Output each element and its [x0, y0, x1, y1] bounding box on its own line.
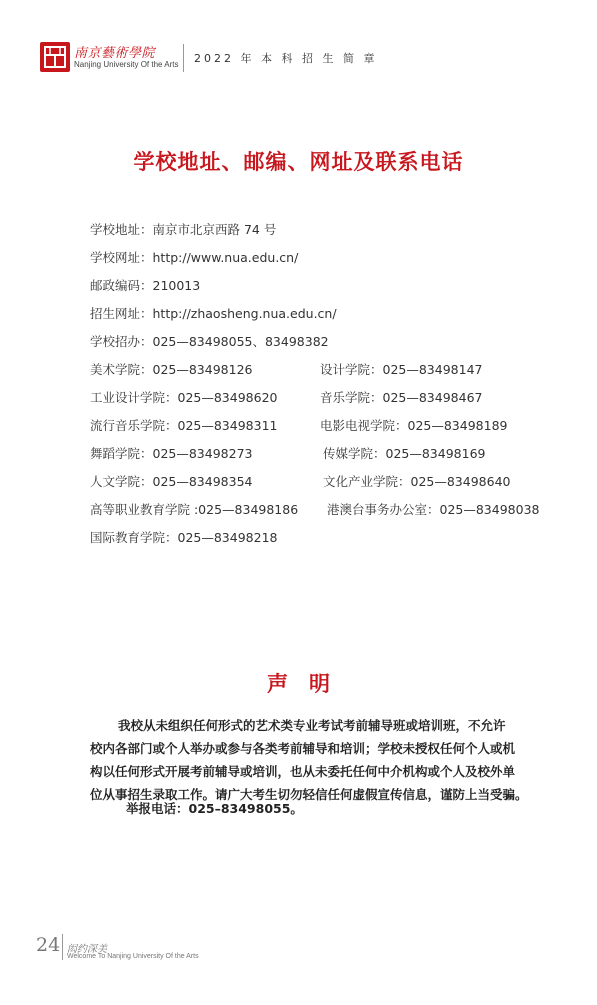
contact-design: 设计学院：025—83498147 [320, 362, 483, 377]
contact-address: 学校地址：南京市北京西路 74 号 [90, 222, 277, 237]
contact-pop-music: 流行音乐学院：025—83498311 [90, 418, 278, 433]
contact-admission-office: 学校招办：025—83498055、83498382 [90, 334, 329, 349]
declaration-line: 我校从未组织任何形式的艺术类专业考试考前辅导班或培训班，不允许 [118, 718, 506, 733]
contact-website[interactable]: 学校网址：http://www.nua.edu.cn/ [90, 250, 299, 265]
contact-media: 传媒学院：025—83498169 [323, 446, 486, 461]
school-name-cn: 南京藝術學院 [74, 46, 156, 61]
contact-international: 国际教育学院：025—83498218 [90, 530, 278, 545]
page-number: 24 [36, 934, 61, 956]
contact-dance: 舞蹈学院：025—83498273 [90, 446, 253, 461]
school-logo-icon [40, 42, 70, 72]
declaration-line: 构以任何形式开展考前辅导或培训，也从未委托任何中介机构或个人及校外单 [90, 764, 516, 779]
contact-fine-arts: 美术学院：025—83498126 [90, 362, 253, 377]
header-divider [183, 44, 184, 72]
declaration-title: 声 明 [267, 671, 330, 696]
declaration-body [90, 714, 550, 806]
contact-industrial-design: 工业设计学院：025—83498620 [90, 390, 278, 405]
section-title: 学校地址、邮编、网址及联系电话 [133, 149, 464, 174]
contact-admission-site[interactable]: 招生网址：http://zhaosheng.nua.edu.cn/ [90, 306, 337, 321]
footer-slogan-en: Welcome To Nanjing University Of the Arts [67, 953, 199, 960]
school-name-en: Nanjing University Of the Arts [74, 60, 179, 69]
footer-divider [62, 934, 63, 960]
contact-music: 音乐学院：025—83498467 [320, 390, 483, 405]
footer-slogan-cn: 闳约深美 [67, 944, 107, 955]
contact-hk-macao-taiwan: 港澳台事务办公室：025—83498038 [327, 502, 540, 517]
contact-vocational: 高等职业教育学院 :025—83498186 [90, 502, 299, 517]
contact-postcode: 邮政编码：210013 [90, 278, 201, 293]
report-hotline: 举报电话：025–83498055。 [126, 801, 303, 816]
contact-humanities: 人文学院：025—83498354 [90, 474, 253, 489]
brochure-title: 2022 年 本 科 招 生 简 章 [194, 52, 378, 65]
contact-cultural-industry: 文化产业学院：025—83498640 [323, 474, 511, 489]
declaration-line: 位从事招生录取工作。请广大考生切勿轻信任何虚假宣传信息，谨防上当受骗。 [90, 787, 528, 802]
contact-film-tv: 电影电视学院：025—83498189 [320, 418, 508, 433]
declaration-line: 校内各部门或个人举办或参与各类考前辅导和培训；学校未授权任何个人或机 [90, 741, 516, 756]
